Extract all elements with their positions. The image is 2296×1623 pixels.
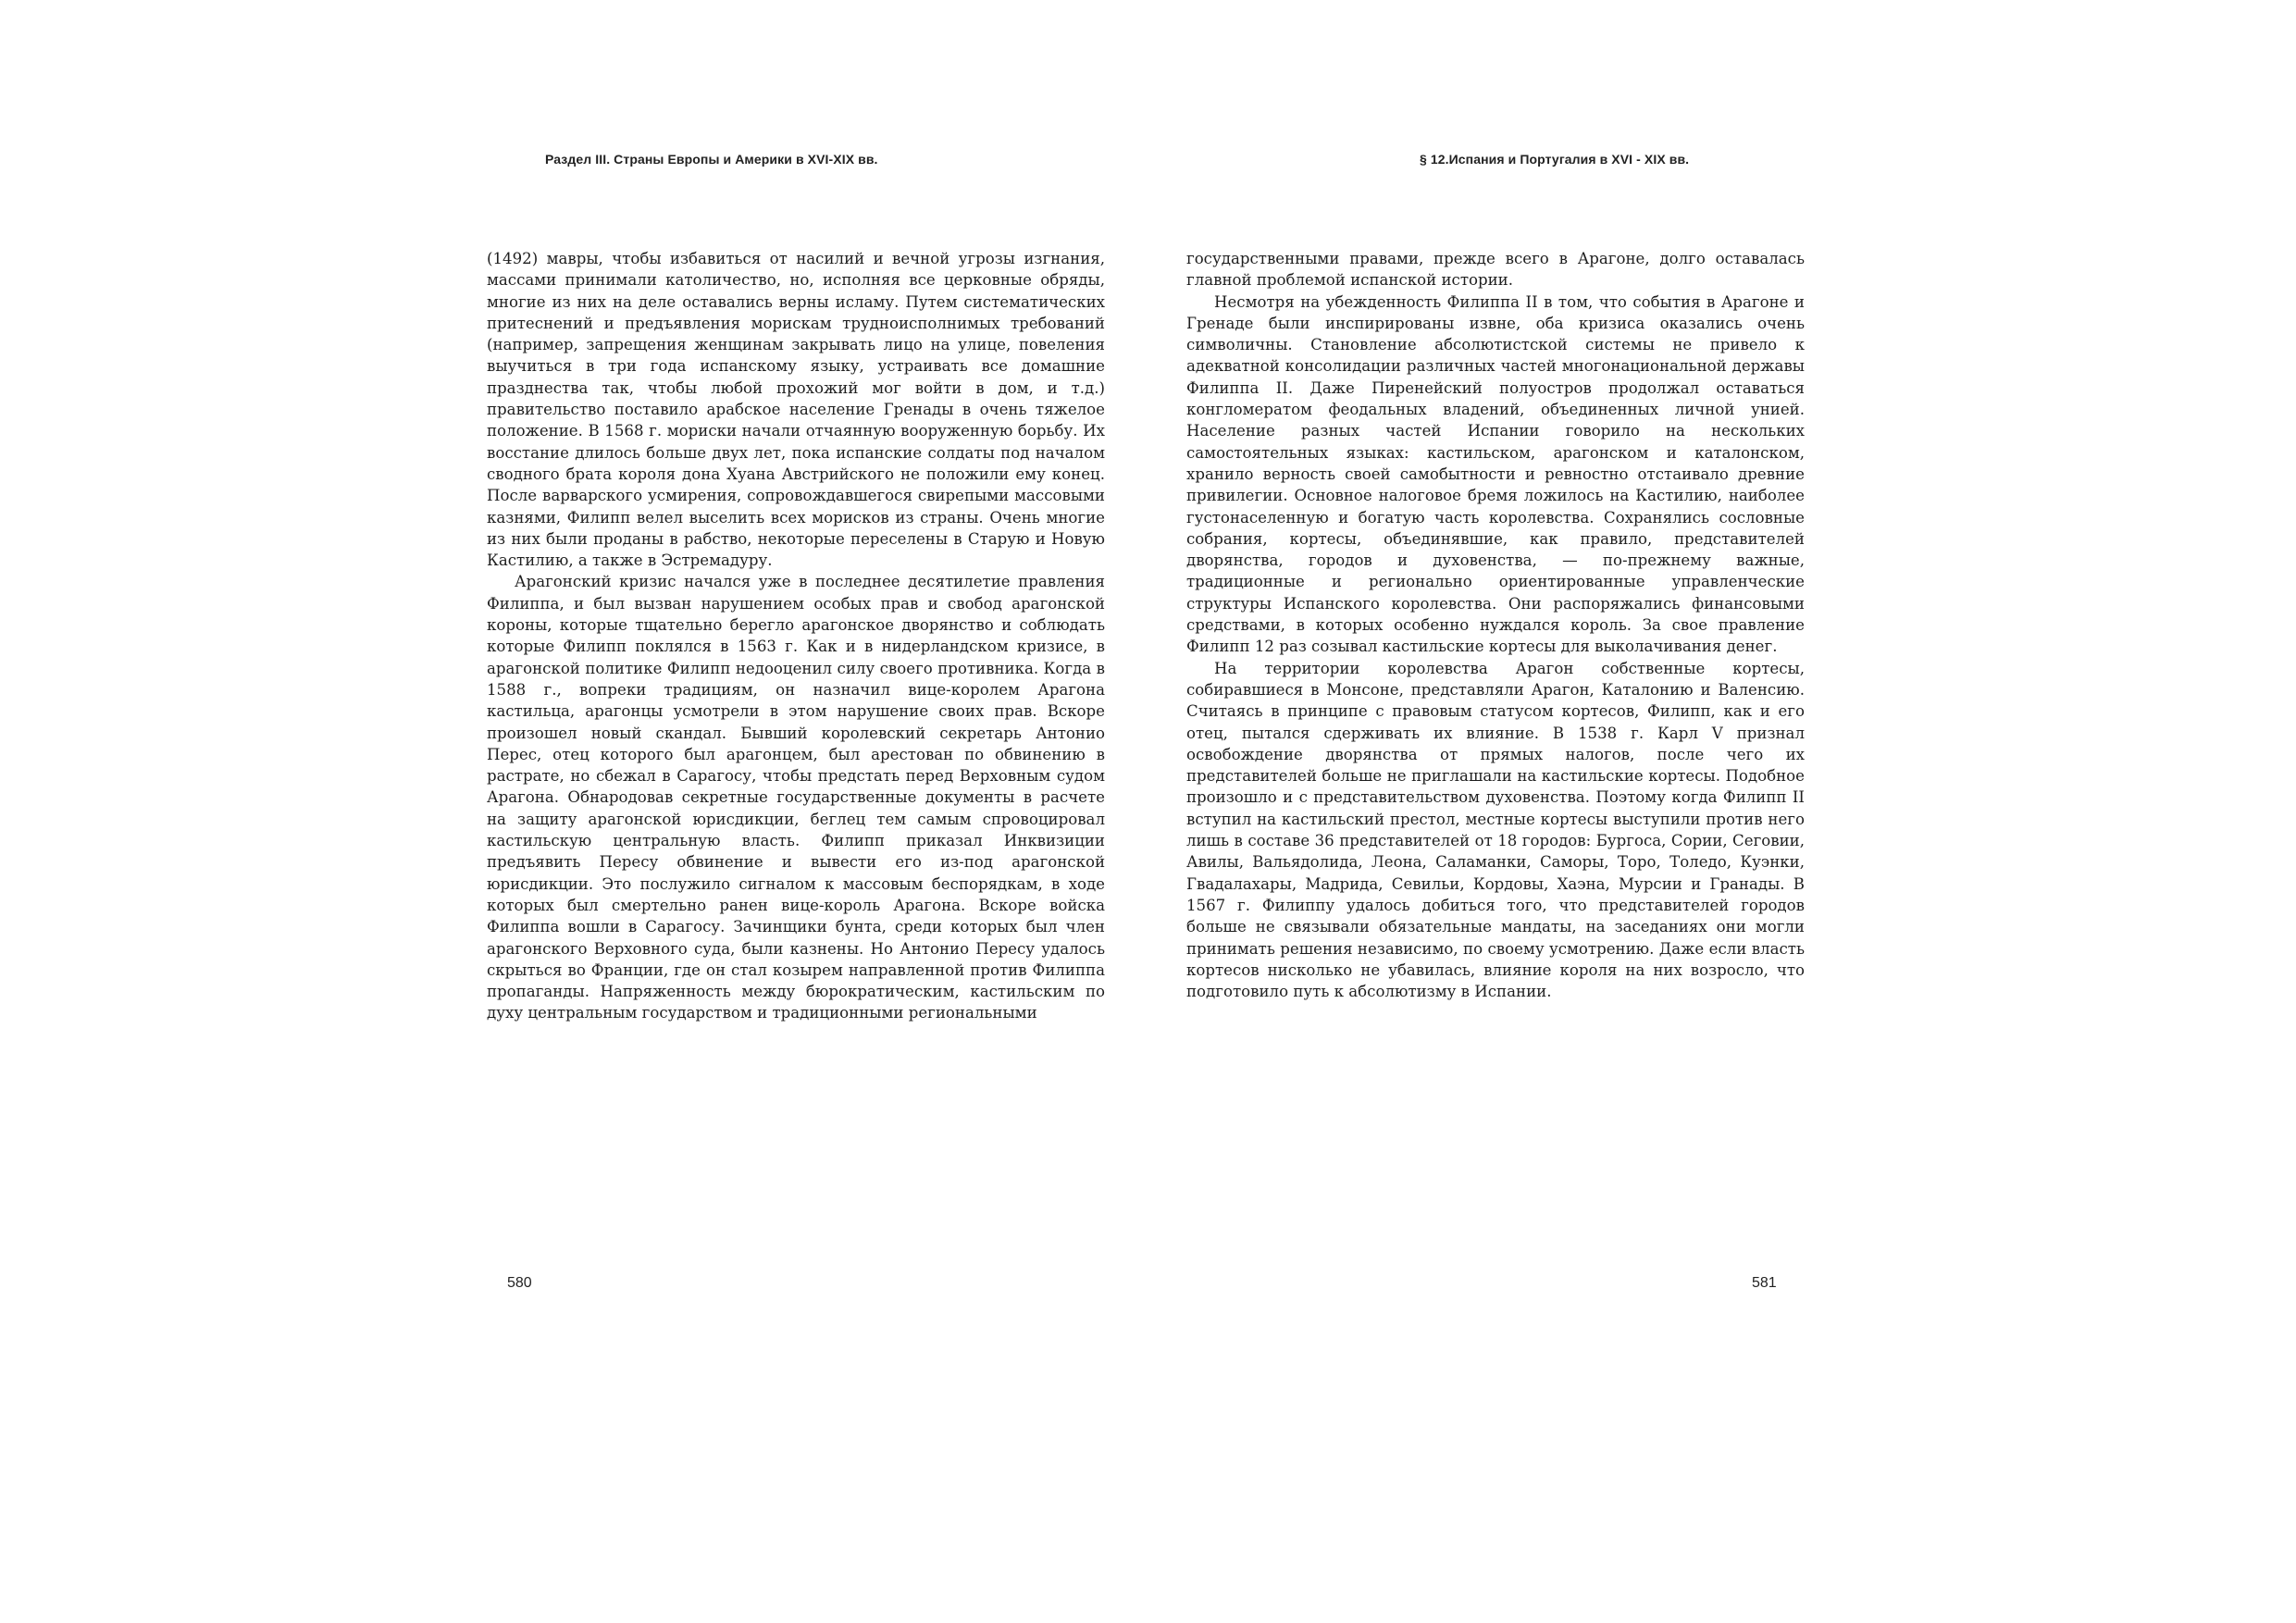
left-running-head: Раздел III. Страны Европы и Америки в XVI-XIX вв. <box>545 152 878 167</box>
right-body-text <box>1186 248 1805 1002</box>
left-body-text <box>487 248 1105 1024</box>
right-running-head: § 12.Испания и Португалия в XVI - XIX вв. <box>1420 152 1690 167</box>
right-page <box>1148 0 2296 1623</box>
left-page-number: 580 <box>507 1275 532 1291</box>
paragraph: На территории королевства Арагон собственные кортесы, собиравшиеся в Монсоне, представляли Арагон, Каталонию и Валенсию. Считаясь в принципе с правовым статусом кортесов, Филипп, как и его отец, пытался сдерживать их влияние. В 1538 г. Карл V признал освобождение дворянства от прямых налогов, после чего их представителей больше не приглашали на кастильские кортесы. Подобное произошло и с представительством духовенства. Поэтому когда Филипп II вступил на кастильский престол, местные кортесы выступили против него лишь в составе 36 представителей от 18 городов: Бургоса, Сории, Сеговии, Авилы, Вальядолида, Леона, Саламанки, Саморы, Торо, Толедо, Куэнки, Гвадалахары, Мадрида, Севильи, Кордовы, Хаэна, Мурсии и Гранады. В 1567 г. Филиппу удалось добиться того, что представителей городов больше не связывали обязательные мандаты, на заседаниях они могли принимать решения независимо, по своему усмотрению. Даже если власть кортесов нисколько не убавилась, влияние короля на них возросло, что подготовило путь к абсолютизму в Испании. <box>1186 659 1805 1001</box>
paragraph: Арагонский кризис начался уже в последнее десятилетие правления Филиппа, и был вызван нарушением особых прав и свобод арагонской короны, которые тщательно берегло арагонское дворянство и соблюдать которые Филипп поклялся в 1563 г. Как и в нидерландском кризисе, в арагонской политике Филипп недооценил силу своего противника. Когда в 1588 г., вопреки традициям, он назначил вице-королем Арагона кастильца, арагонцы усмотрели в этом нарушение своих прав. Вскоре произошел новый скандал. Бывший королевский секретарь Антонио Перес, отец которого был арагонцем, был арестован по обвинению в растрате, но сбежал в Сарагосу, чтобы предстать перед Верховным судом Арагона. Обнародовав секретные государственные документы в расчете на защиту арагонской юрисдикции, беглец тем самым спровоцировал кастильскую центральную власть. Филипп приказал Инквизиции предъявить Пересу обвинение и вывести его из-под арагонской юрисдикции. Это послужило сигналом к массовым беспорядкам, в ходе которых был смертельно ранен вице-король Арагона. Вскоре войска Филиппа вошли в Сарагосу. Зачинщики бунта, среди которых был член арагонского Верховного суда, были казнены. Но Антонио Пересу удалось скрыться во Франции, где он стал козырем направленной против Филиппа пропаганды. Напряженность между бюрократическим, кастильским по духу центральным государством и традиционными региональными <box>487 573 1105 1022</box>
paragraph: Несмотря на убежденность Филиппа II в том, что события в Арагоне и Гренаде были инспирированы извне, оба кризиса оказались очень символичны. Становление абсолютистской системы не привело к адекватной консолидации различных частей многонациональной державы Филиппа II. Даже Пиренейский полуостров продолжал оставаться конгломератом феодальных владений, объединенных личной унией. Население разных частей Испании говорило на нескольких самостоятельных языках: кастильском, арагонском и каталонском, хранило верность своей самобытности и ревностно отстаивало древние привилегии. Основное налоговое бремя ложилось на Кастилию, наиболее густонаселенную и богатую часть королевства. Сохранялись сословные собрания, кортесы, объединявшие, как правило, представителей дворянства, городов и духовенства, — по-прежнему важные, традиционные и регионально ориентированные управленческие структуры Испанского королевства. Они распоряжались финансовыми средствами, в которых особенно нуждался король. За свое правление Филипп 12 раз созывал кастильские кортесы для выколачивания денег. <box>1186 292 1805 656</box>
paragraph: (1492) мавры, чтобы избавиться от насилий и вечной угрозы изгнания, массами принимали католичество, но, исполняя все церковные обряды, многие из них на деле оставались верны исламу. Путем систематических притеснений и предъявления морискам трудноисполнимых требований (например, запрещения женщинам закрывать лицо на улице, повеления выучиться в три года испанскому языку, устраивать все домашние празднества так, чтобы любой прохожий мог войти в дом, и т.д.) правительство поставило арабское население Гренады в очень тяжелое положение. В 1568 г. мориски начали отчаянную вооруженную борьбу. Их восстание длилось больше двух лет, пока испанские солдаты под началом сводного брата короля дона Хуана Австрийского не положили ему конец. После варварского усмирения, сопровождавшегося свирепыми массовыми казнями, Филипп велел выселить всех морисков из страны. Очень многие из них были проданы в рабство, некоторые переселены в Старую и Новую Кастилию, а также в Эстремадуру. <box>487 250 1105 570</box>
right-page-number: 581 <box>1752 1275 1777 1291</box>
paragraph: государственными правами, прежде всего в Арагоне, долго оставалась главной проблемой испанской истории. <box>1186 250 1805 290</box>
